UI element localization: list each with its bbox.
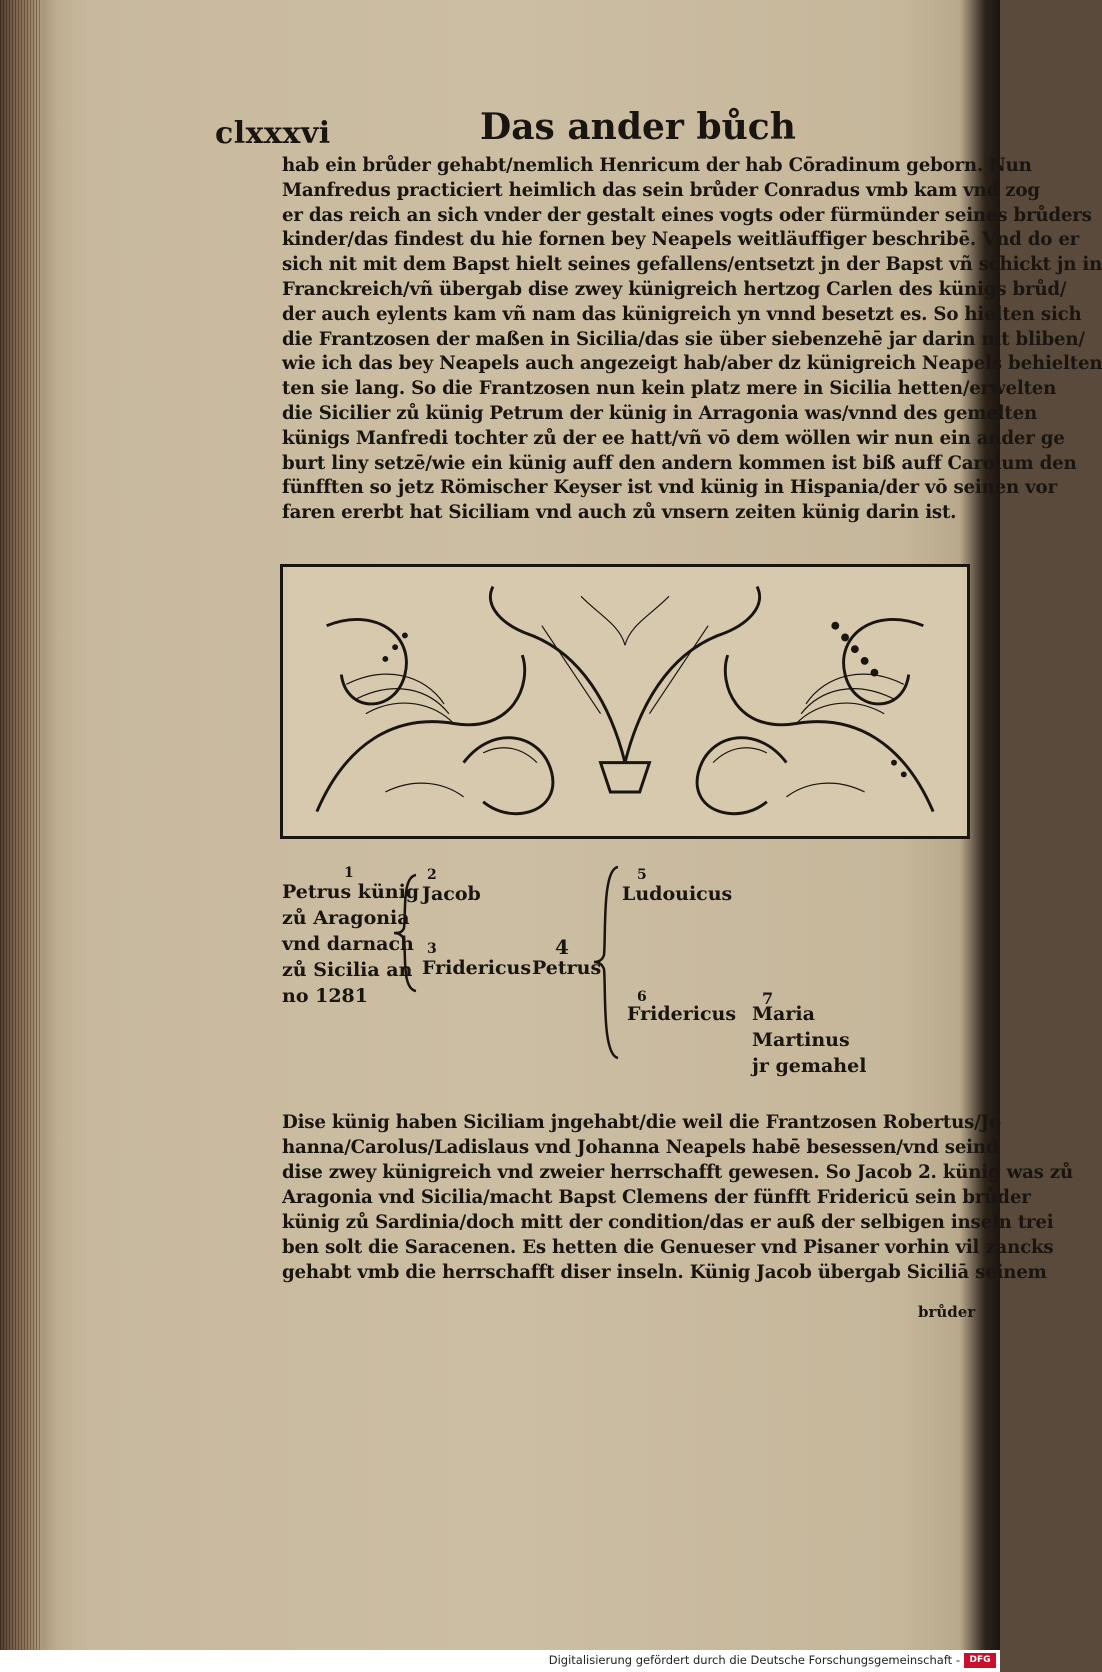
maria-entry [752, 1001, 866, 1079]
ludouicus-entry: Ludouicus [622, 883, 733, 905]
text-line: Dise künig haben Siciliam jngehabt/die weil die Frantzosen Robertus/Jo [282, 1112, 1001, 1133]
generation-number: 1 [344, 865, 354, 881]
text-line: gehabt vmb die herrschafft diser inseln. Künig Jacob übergab Siciliā seinem [282, 1262, 1047, 1283]
text-line: sich nit mit dem Bapst hielt seines gefallens/entsetzt jn der Bapst vñ schickt jn in [282, 254, 1102, 276]
generation-number: 5 [637, 867, 647, 883]
generation-number: 7 [762, 989, 774, 1008]
folio-number: clxxxvi [215, 116, 331, 151]
text-line: künigs Manfredi tochter zů der ee hatt/vñ vō dem wöllen wir nun ein ander ge [282, 427, 1065, 449]
entry-line: zů Sicilia an [282, 959, 413, 981]
entry-line: jr gemahel [752, 1055, 867, 1077]
text-line: der auch eylents kam vñ nam das künigreich yn vnnd besetzt es. So hielten sich [282, 303, 1082, 325]
entry-line: Petrus künig [282, 881, 420, 903]
entry-line: zů Aragonia [282, 907, 410, 929]
book-edge [0, 0, 42, 1650]
entry-line: no 1281 [282, 985, 368, 1007]
footer-bar [0, 1650, 1000, 1672]
entry-line: Martinus [752, 1029, 850, 1051]
text-line: künig zů Sardinia/doch mitt der condition/das er auß der selbigen inseln trei [282, 1212, 1054, 1233]
text-line: die Frantzosen der maßen in Sicilia/das sie über siebenzehē jar darin nit bliben/ [282, 328, 1085, 350]
generation-number: 4 [555, 935, 569, 959]
text-line: hanna/Carolus/Ladislaus vnd Johanna Neapels habē besessen/vnd seind [282, 1137, 999, 1158]
entry-line: vnd darnach [282, 933, 414, 955]
text-line: die Sicilier zů künig Petrum der künig in Arragonia was/vnnd des gemelten [282, 402, 1037, 424]
page-header [215, 104, 935, 154]
text-line: fünfften so jetz Römischer Keyser ist vnd künig in Hispania/der vō seinen vor [282, 477, 1057, 499]
woodcut-ornament [280, 564, 970, 839]
text-line: wie ich das bey Neapels auch angezeigt hab/aber dz künigreich Neapels behielten [282, 353, 1102, 375]
text-line: ten sie lang. So die Frantzosen nun kein platz mere in Sicilia hetten/erwelten [282, 378, 1057, 400]
paragraph-1 [282, 154, 1102, 526]
text-line: dise zwey künigreich vnd zweier herrschafft gewesen. So Jacob 2. künig was zů [282, 1162, 1073, 1183]
text-line: Manfredus practiciert heimlich das sein brůder Conradus vmb kam vnd zog [282, 179, 1040, 201]
text-line: hab ein brůder gehabt/nemlich Henricum der hab Cōradinum geborn. Nun [282, 155, 1032, 176]
funding-credit: Digitalisierung gefördert durch die Deutsche Forschungsgemeinschaft - [548, 1653, 960, 1667]
brace-1 [392, 873, 422, 993]
text-line: Franckreich/vñ übergab dise zwey künigreich hertzog Carlen des künigs brůd/ [282, 278, 1067, 300]
generation-number: 2 [427, 867, 437, 883]
petrus-second-entry: Petrus [532, 957, 602, 979]
foliage-engraving [283, 567, 967, 836]
fridericus-entry: Fridericus [422, 957, 532, 979]
text-line: Aragonia vnd Sicilia/macht Bapst Clemens der fünfft Fridericū sein brůder [282, 1187, 1031, 1208]
text-line: er das reich an sich vnder der gestalt eines vogts oder fürmünder seines brůders [282, 204, 1092, 226]
genealogy-table [282, 865, 982, 1095]
brace-2 [592, 865, 622, 1060]
generation-number: 3 [427, 941, 437, 957]
generation-number: 6 [637, 989, 647, 1005]
dfg-logo-icon: DFG [964, 1653, 996, 1668]
entry-line: Maria [752, 1003, 815, 1025]
text-line: kinder/das findest du hie fornen bey Neapels weitläuffiger beschribē. Vnd do er [282, 229, 1080, 251]
catchword: brůder [918, 1303, 976, 1321]
text-line: faren ererbt hat Siciliam vnd auch zů vnsern zeiten künig darin ist. [282, 502, 957, 524]
text-line: ben solt die Saracenen. Es hetten die Genueser vnd Pisaner vorhin vil zancks [282, 1237, 1054, 1258]
jacob-entry: Jacob [422, 883, 481, 905]
paragraph-2 [282, 1110, 1073, 1285]
fridericus-second-entry: Fridericus [627, 1003, 737, 1025]
running-head: Das ander bůch [480, 106, 796, 148]
text-line: burt liny setzē/wie ein künig auff den andern kommen ist biß auff Carolum den [282, 452, 1077, 474]
